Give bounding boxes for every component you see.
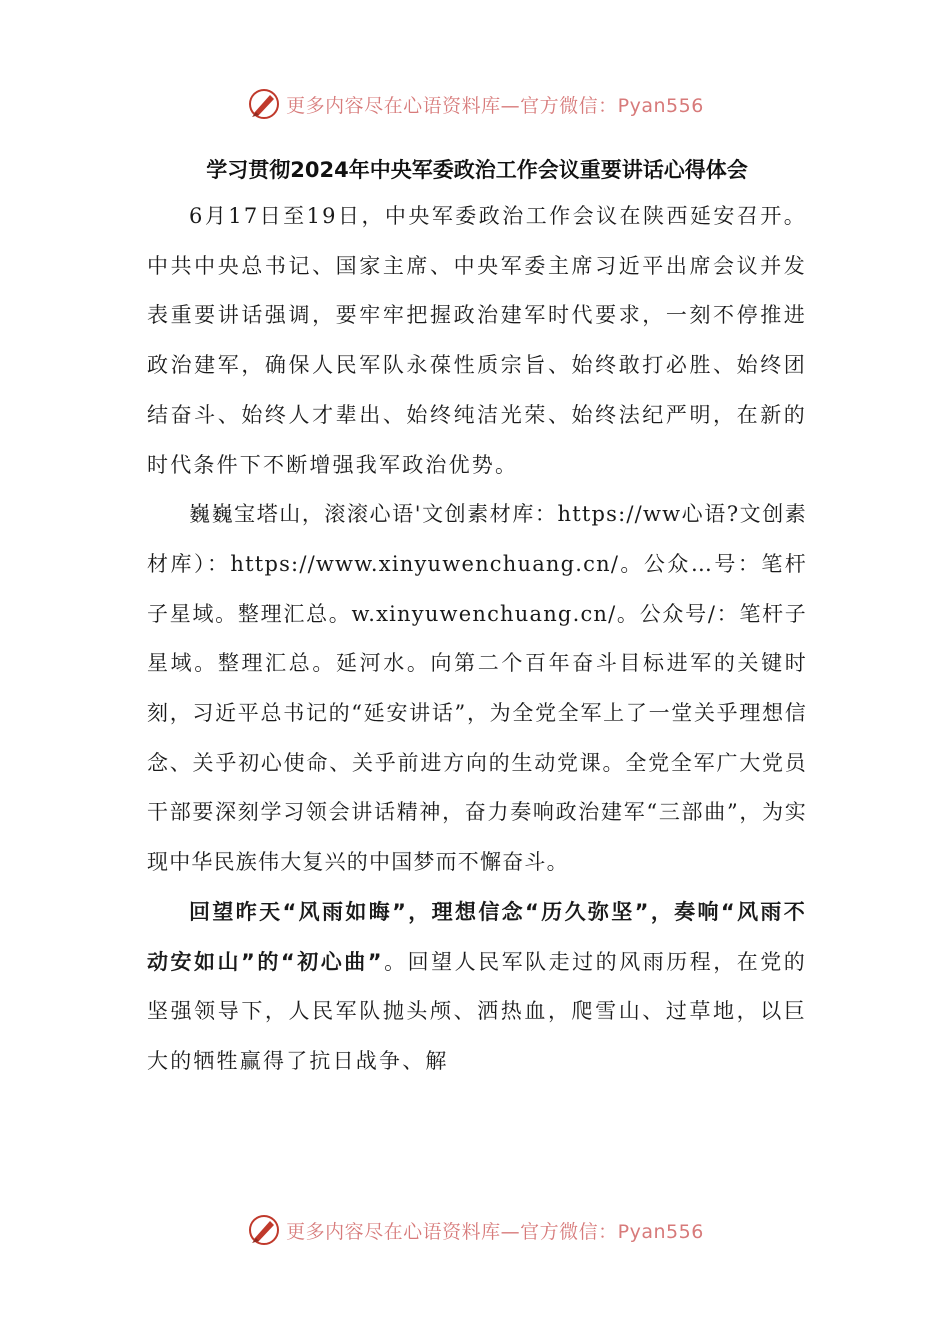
watermark-footer bbox=[0, 1210, 950, 1250]
paragraph: 6月17日至19日，中央军委政治工作会议在陕西延安召开。中共中央总书记、国家主席、中央军委主席习近平出席会议并发表重要讲话强调，要牢牢把握政治建军时代要求，一刻不停推进政治建军，确保人民军队永葆性质宗旨、始终敢打必胜、始终团结奋斗、始终人才辈出、始终纯洁光荣、始终法纪严明，在新的时代条件下不断增强我军政治优势。 bbox=[147, 204, 807, 477]
watermark-text: 更多内容尽在心语资料库—官方微信：Pyan556 bbox=[286, 1220, 704, 1243]
paragraph bbox=[147, 888, 807, 1087]
document-body bbox=[147, 148, 807, 1087]
paragraph: 巍巍宝塔山，滚滚心语'文创素材库：https://ww心语?文创素材库）：https://www.xinyuwenchuang.cn/。公众…号：笔杆子星域。整理汇总。w.xinyuwenchuang.cn/。公众号/：笔杆子星域。整理汇总。延河水。向第二个百年奋斗目标进军的关键时刻，习近平总书记的“延安讲话”，为全党全军上了一堂关乎理想信念、关乎初心使命、关乎前进方向的生动党课。全党全军广大党员干部要深刻学习领会讲话精神，奋力奏响政治建军“三部曲”，为实现中华民族伟大复兴的中国梦而不懈奋斗。 bbox=[147, 502, 807, 875]
watermark-header bbox=[0, 84, 950, 124]
pen-nib-circle-icon bbox=[246, 86, 282, 122]
paragraph-lead-heading: 回望昨天“风雨如晦”，理想信念“历久弥坚”，奏响“风雨不动安如山”的“初心曲” bbox=[147, 899, 807, 974]
watermark-text: 更多内容尽在心语资料库—官方微信：Pyan556 bbox=[286, 94, 704, 117]
paragraph-text: 。回望人民军队走过的风雨历程，在党的坚强领导下，人民军队抛头颅、洒热血，爬雪山、过草地，以巨大的牺牲赢得了抗日战争、解 bbox=[147, 949, 807, 1073]
pen-nib-circle-icon bbox=[246, 1212, 282, 1248]
document-title: 学习贯彻2024年中央军委政治工作会议重要讲话心得体会 bbox=[206, 158, 748, 182]
